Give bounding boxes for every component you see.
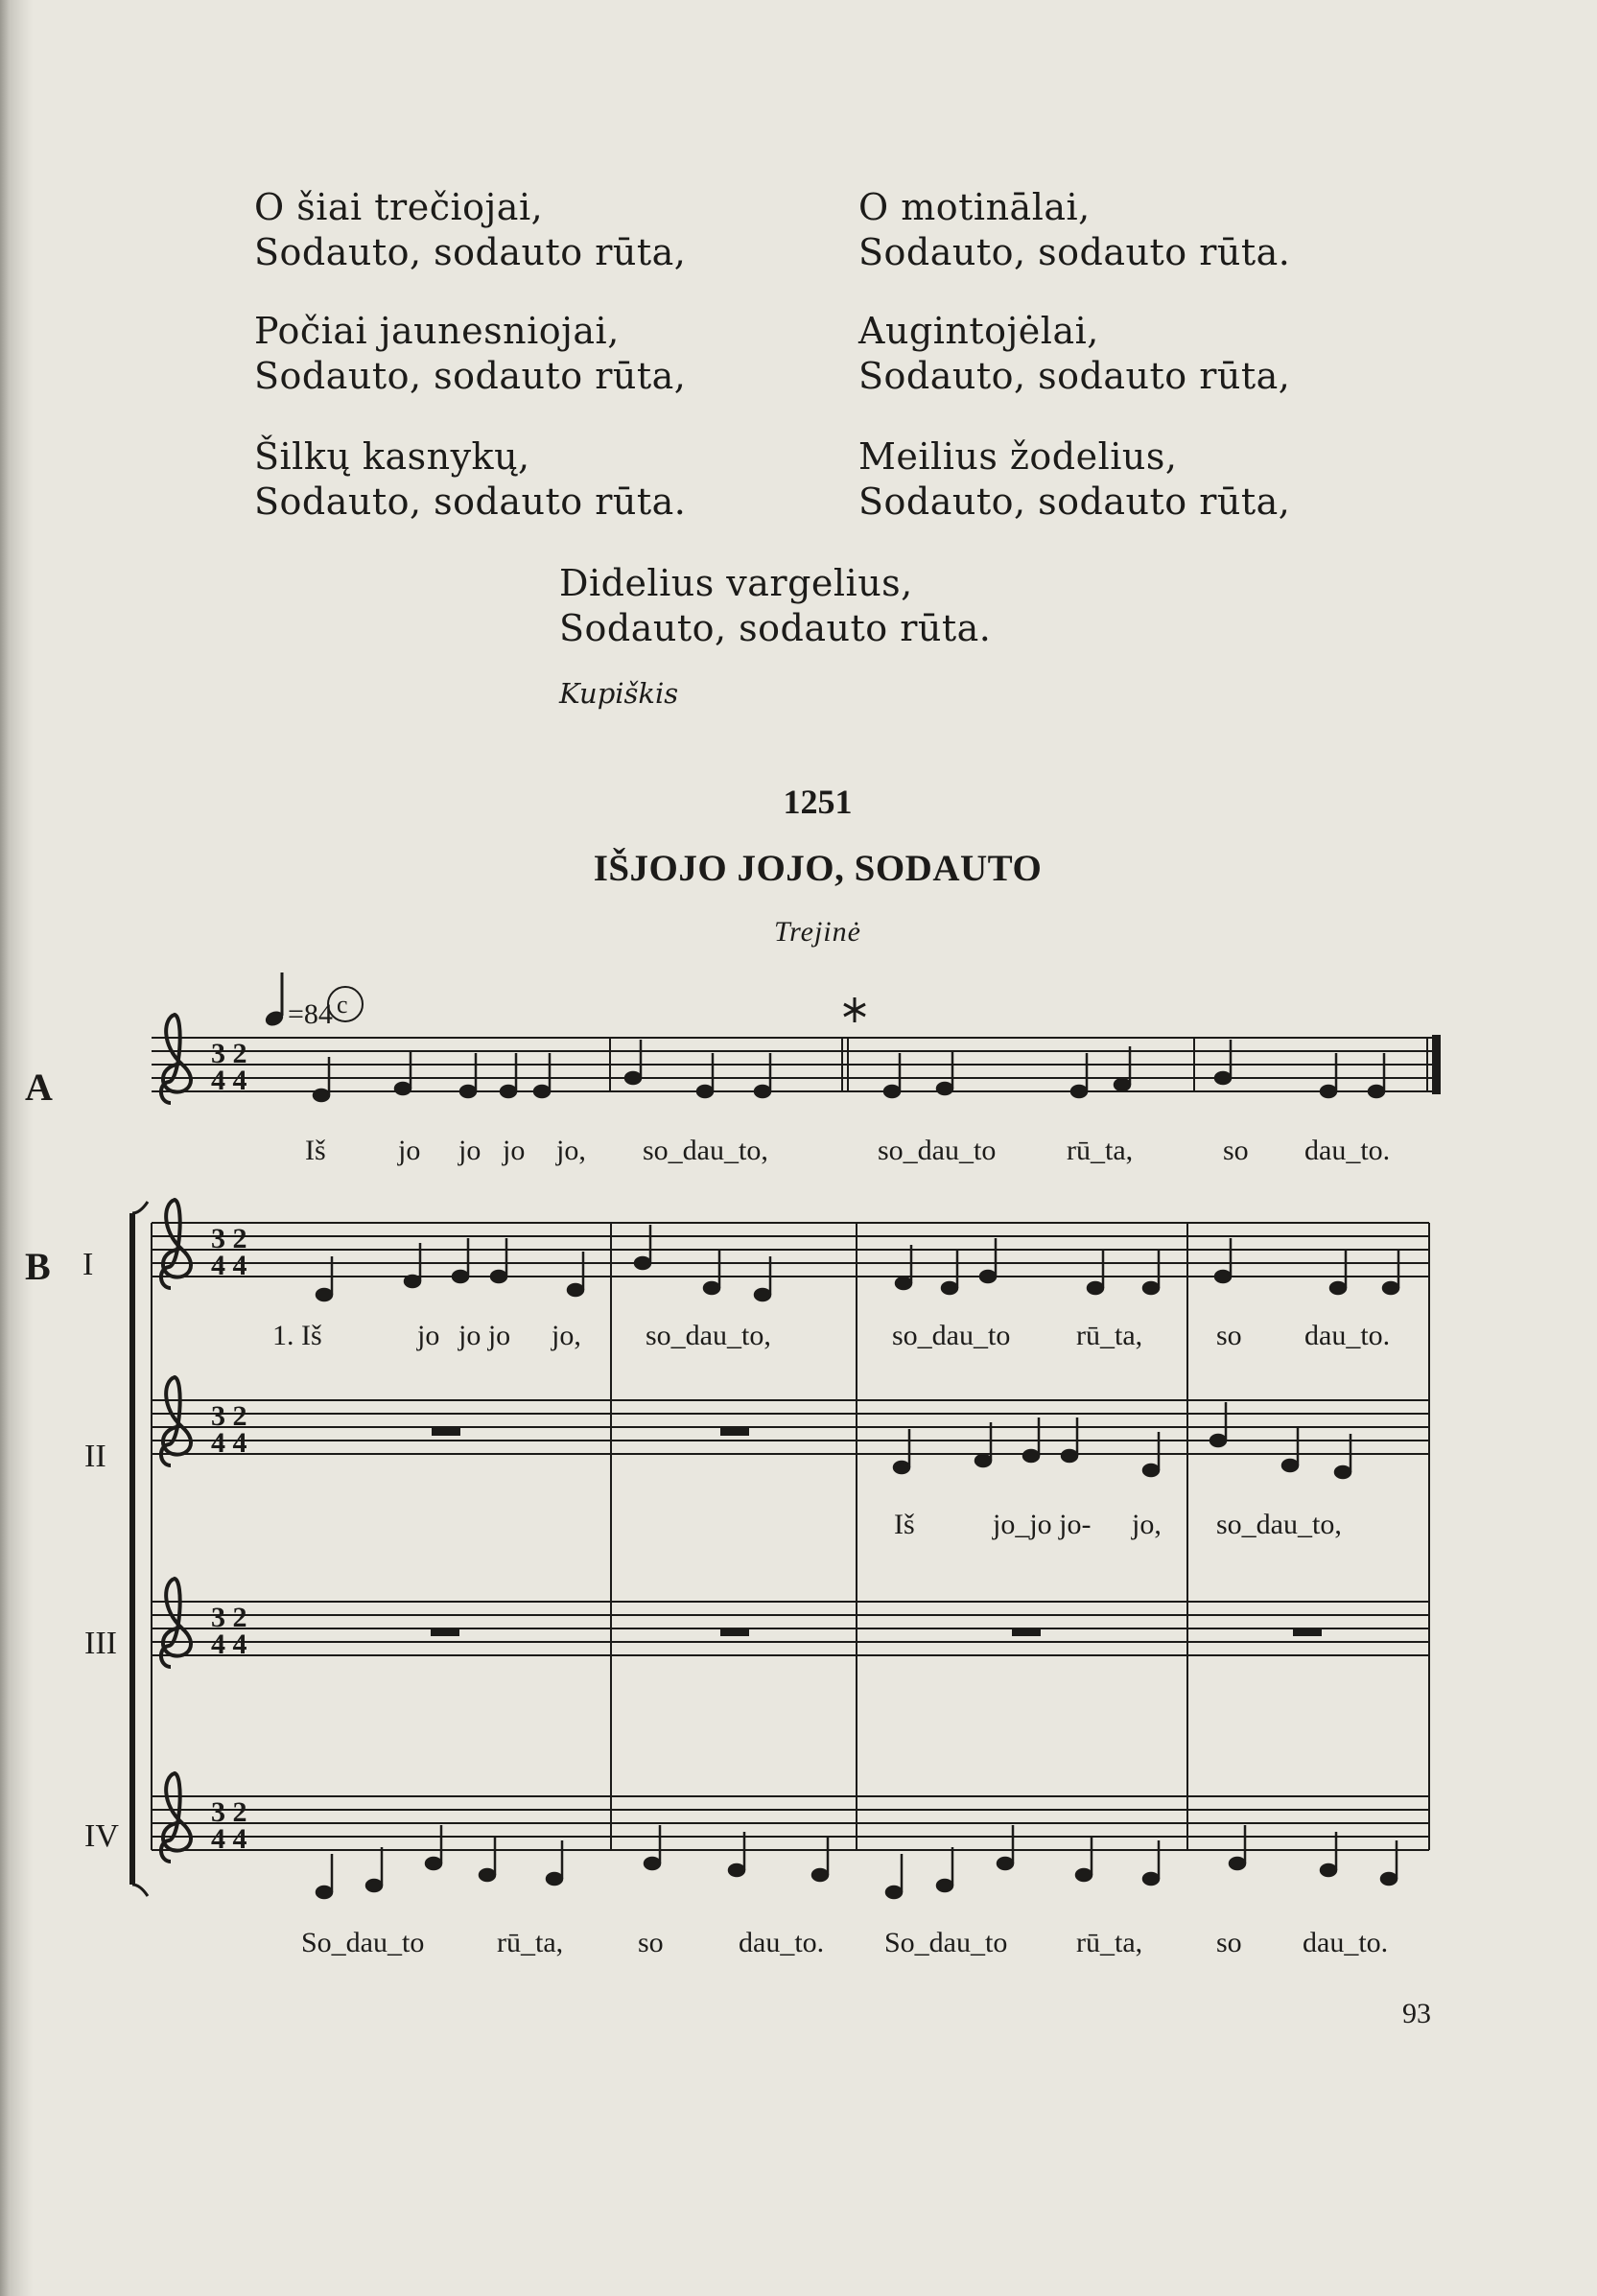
voice-label-1: I <box>82 1247 94 1282</box>
verse-line: Meilius žodelius, <box>858 435 1178 478</box>
lyric-syllable: so_dau_to <box>878 1135 997 1166</box>
verse-line: O šiai trečiojai, <box>254 186 544 228</box>
verse-line: O motinālai, <box>858 186 1091 228</box>
lyric-syllable: so_dau_to, <box>1216 1509 1342 1540</box>
svg-text:4 4: 4 4 <box>211 1065 247 1096</box>
lyric-syllable: jo <box>503 1135 526 1166</box>
svg-text:3 2: 3 2 <box>211 1796 247 1828</box>
section-mark-icon <box>844 997 865 1022</box>
part-b-label: B <box>25 1245 51 1288</box>
verse-line: Sodauto, sodauto rūta. <box>858 231 1291 273</box>
lyric-syllable: jo jo <box>458 1320 511 1351</box>
svg-text:3 2: 3 2 <box>211 1400 247 1432</box>
lyric-syllable: rū_ta, <box>497 1927 564 1958</box>
lyric-syllable: dau_to. <box>739 1927 825 1958</box>
lyric-syllable: so <box>1216 1320 1242 1351</box>
lyric-syllable: rū_ta, <box>1076 1320 1143 1351</box>
verse-line: Sodauto, sodauto rūta. <box>559 607 992 649</box>
lyric-syllable: Iš <box>305 1135 326 1166</box>
voice-label-3: III <box>84 1626 117 1661</box>
time-mark: c <box>337 991 348 1019</box>
staff-a <box>152 1036 1440 1093</box>
lyric-syllable: rū_ta, <box>1067 1135 1134 1166</box>
verse-line: Sodauto, sodauto rūta. <box>254 480 687 523</box>
lyric-syllable: dau_to. <box>1304 1135 1391 1166</box>
verse-line: Šilkų kasnykų, <box>254 435 530 478</box>
lyric-syllable: jo <box>458 1135 481 1166</box>
song-title: IŠJOJO JOJO, SODAUTO <box>593 848 1043 889</box>
svg-text:3 2: 3 2 <box>211 1223 247 1254</box>
lyric-syllable: So_dau_to <box>301 1927 425 1958</box>
treble-clef-icons <box>161 1015 191 1862</box>
lyric-syllable: jo, <box>552 1320 581 1351</box>
lyric-syllable: jo_jo jo- <box>993 1509 1092 1540</box>
time-signatures <box>211 1038 247 1855</box>
verse-line: Sodauto, sodauto rūta, <box>858 480 1291 523</box>
verse-line: Didelius vargelius, <box>559 562 913 604</box>
tempo-note-icon <box>264 972 285 1028</box>
lyric-syllable: dau_to. <box>1304 1320 1391 1351</box>
song-subtitle: Trejinė <box>774 916 861 948</box>
svg-text:4 4: 4 4 <box>211 1628 247 1660</box>
staves-b <box>132 1202 1429 1896</box>
lyric-syllable: so <box>1223 1135 1249 1166</box>
lyric-syllable: jo, <box>1132 1509 1162 1540</box>
part-a-label: A <box>25 1066 53 1109</box>
lyric-syllable: jo <box>398 1135 421 1166</box>
lyric-syllable: jo, <box>556 1135 586 1166</box>
lyric-syllable: so_dau_to, <box>646 1320 771 1351</box>
verse-line: Sodauto, sodauto rūta, <box>254 231 687 273</box>
song-number: 1251 <box>783 783 853 821</box>
verse-line: Sodauto, sodauto rūta, <box>858 355 1291 397</box>
lyric-syllable: Iš <box>894 1509 915 1540</box>
verse-line: Počiai jaunesniojai, <box>254 310 620 352</box>
lyric-syllable: 1. Iš <box>272 1320 322 1351</box>
lyric-syllable: so <box>638 1927 664 1958</box>
svg-text:4 4: 4 4 <box>211 1427 247 1459</box>
tempo-mark: =84 <box>288 998 333 1030</box>
svg-text:3 2: 3 2 <box>211 1038 247 1069</box>
lyric-syllable: rū_ta, <box>1076 1927 1143 1958</box>
svg-text:4 4: 4 4 <box>211 1823 247 1855</box>
page-number: 93 <box>1402 1998 1431 2029</box>
voice-label-4: IV <box>84 1818 119 1854</box>
lyric-syllable: jo <box>417 1320 440 1351</box>
lyric-syllable: So_dau_to <box>884 1927 1008 1958</box>
lyric-syllable: so_dau_to, <box>643 1135 768 1166</box>
place-of-recording: Kupiškis <box>559 677 679 710</box>
verse-line: Augintojėlai, <box>858 310 1099 352</box>
verse-line: Sodauto, sodauto rūta, <box>254 355 687 397</box>
lyric-syllable: so <box>1216 1927 1242 1958</box>
svg-text:4 4: 4 4 <box>211 1250 247 1281</box>
lyric-syllable: dau_to. <box>1303 1927 1389 1958</box>
lyric-syllable: so_dau_to <box>892 1320 1011 1351</box>
svg-text:3 2: 3 2 <box>211 1602 247 1633</box>
voice-label-2: II <box>84 1439 106 1474</box>
